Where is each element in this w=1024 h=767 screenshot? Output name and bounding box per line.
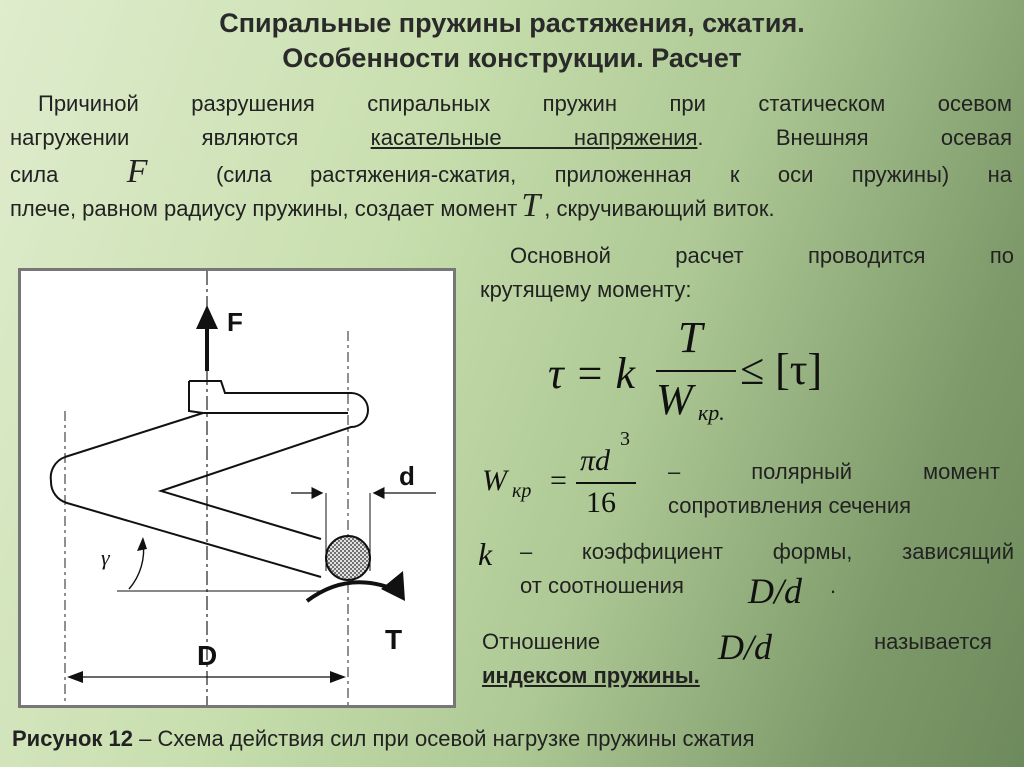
w-numerator-power: 3 [620, 428, 630, 450]
w-fraction-bar [576, 482, 636, 484]
intro-text: Причиной разрушения спиральных пружин при статическом осевом [38, 91, 1012, 116]
slide-title-line-1: Спиральные пружины растяжения, сжатия. [219, 8, 805, 38]
w-desc-text: – полярный момент [668, 459, 1000, 484]
w-equals: = [550, 464, 567, 497]
k-desc-line-1 [520, 535, 1014, 569]
force-variable-F: F [126, 153, 148, 190]
intro-line-1 [10, 87, 1012, 121]
shear-stress-link[interactable]: касательные напряжения [370, 125, 698, 150]
coil-diameter-arrow-left [67, 671, 83, 683]
intro-text: нагружении являются [10, 125, 299, 150]
index-text-a: Отношение [482, 629, 601, 654]
w-desc-text: сопротивления сечения [668, 493, 912, 518]
figure-caption [12, 724, 755, 754]
calc-text: крутящему моменту: [480, 277, 692, 302]
spring-diagram [18, 268, 456, 708]
figure-caption-number: Рисунок 12 [12, 726, 133, 751]
fraction-bar [656, 370, 736, 372]
intro-line-4 [10, 189, 1012, 226]
formula-numerator: T [678, 313, 703, 362]
figure-caption-text: – Схема действия сил при осевой нагрузке пружины сжатия [133, 726, 755, 751]
wire-cross-section [326, 536, 370, 580]
w-desc-line-2 [668, 489, 1000, 523]
k-desc-text: от соотношения [520, 573, 684, 598]
torque-label: T [385, 624, 403, 655]
intro-line-3 [10, 155, 1012, 192]
w-denominator: 16 [586, 486, 616, 519]
formula-rhs: ≤ [τ] [740, 345, 823, 394]
angle-label: γ [101, 545, 110, 570]
formula-denominator-subscript: кр. [698, 400, 725, 425]
angle-arrow-head [137, 537, 147, 551]
coil-diameter-arrow-right [330, 671, 346, 683]
slide-title [0, 6, 1024, 76]
intro-text: , скручивающий виток. [544, 196, 775, 221]
force-label: F [227, 307, 243, 337]
intro-text: сила [10, 162, 59, 187]
k-desc-end: . [830, 573, 837, 598]
intro-text: . Внешняя осевая [697, 125, 1012, 150]
polar-moment-formula [476, 424, 646, 524]
w-desc-line-1 [668, 455, 1000, 489]
wire-diameter-label: d [399, 461, 415, 491]
intro-text: плече, равном радиусу пружины, создает момент [10, 196, 518, 221]
calc-text: Основной расчет проводится по [510, 243, 1014, 268]
force-arrow-head [196, 305, 218, 329]
ratio-D-d: D/d [748, 571, 802, 611]
main-formula [548, 313, 848, 428]
ratio-D-d-index: D/d [718, 627, 772, 667]
w-subscript: кр [512, 480, 532, 502]
intro-text: (сила растяжения-сжатия, приложенная к оси пружины) на [215, 162, 1012, 187]
w-numerator: πd [580, 444, 611, 477]
spring-coil-lower [51, 381, 321, 577]
k-variable: k [478, 536, 493, 572]
k-desc-line-2 [520, 569, 684, 603]
k-desc-text: – коэффициент формы, зависящий [520, 539, 1014, 564]
moment-variable-T: T [521, 187, 541, 224]
index-text-b: называется [874, 629, 992, 654]
spring-diagram-svg [21, 271, 453, 705]
calc-line-2 [480, 273, 1014, 307]
formula-lhs: τ = k [548, 349, 635, 398]
spring-coil-upper [161, 381, 368, 539]
torque-arc [307, 582, 393, 601]
slide-title-line-2: Особенности конструкции. Расчет [282, 43, 742, 73]
coil-diameter-label: D [197, 640, 218, 671]
calc-line-1 [480, 239, 1014, 273]
formula-denominator: W [656, 375, 693, 424]
w-symbol: W [482, 464, 507, 497]
intro-line-2 [10, 121, 1012, 155]
spring-index-term: индексом пружины. [482, 663, 700, 688]
